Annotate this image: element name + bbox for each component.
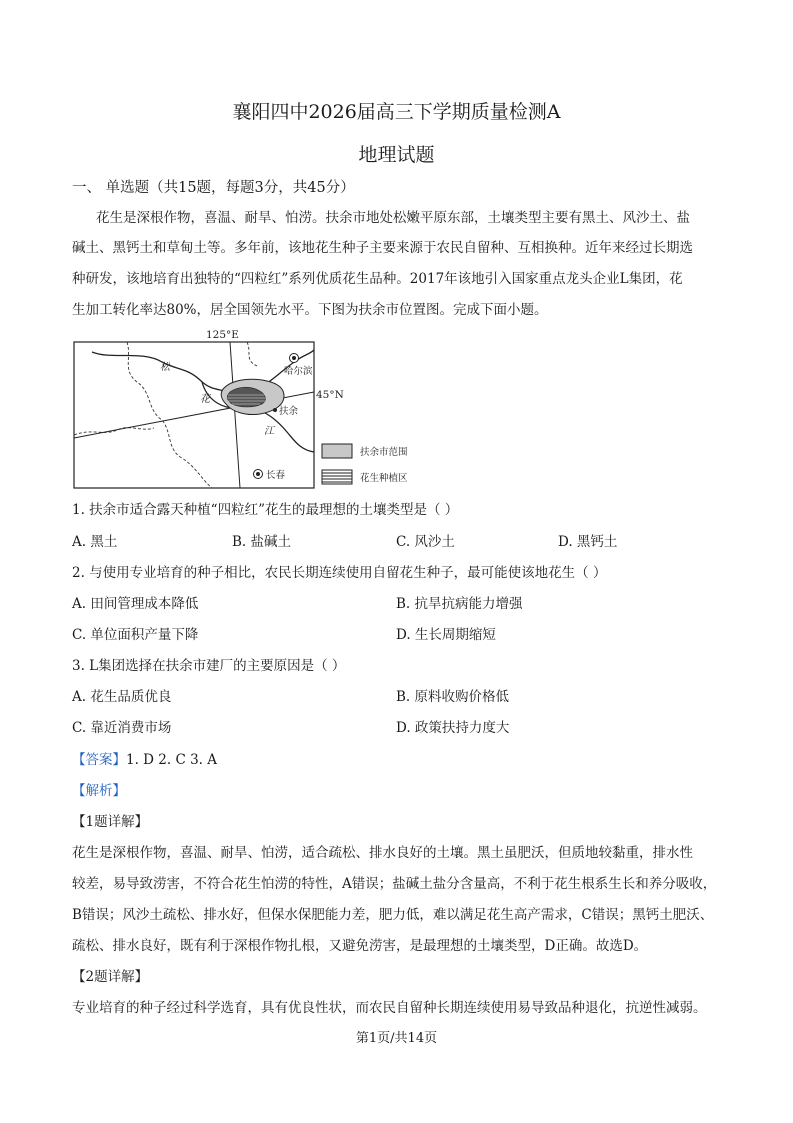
analysis-line xyxy=(72,781,722,801)
option-a[interactable]: A. 田间管理成本降低 xyxy=(72,596,199,612)
changchun-label: 长春 xyxy=(266,470,286,481)
question-stem: 3. L集团选择在扶余市建厂的主要原因是（ ） xyxy=(72,658,346,674)
detail-line: 疏松、排水良好，既有利于深根作物扎根，又避免涝害，是最理想的土壤类型，D正确。故选D。 xyxy=(72,938,648,954)
river-char-song: 松 xyxy=(160,362,170,373)
option-d[interactable]: D. 黑钙土 xyxy=(558,534,618,550)
intro-line: 花生是深根作物，喜温、耐旱、怕涝。扶余市地处松嫩平原东部，土壤类型主要有黑土、风沙土、盐 xyxy=(96,210,690,226)
legend-peanut-label: 花生种植区 xyxy=(360,473,408,484)
option-c[interactable]: C. 单位面积产量下降 xyxy=(72,627,199,643)
option-a[interactable]: A. 花生品质优良 xyxy=(72,689,172,705)
question-stem: 1. 扶余市适合露天种植“四粒红”花生的最理想的土壤类型是（ ） xyxy=(72,502,459,518)
option-c[interactable]: C. 风沙土 xyxy=(396,534,455,550)
longitude-label: 125°E xyxy=(206,329,239,341)
legend-range-label: 扶余市范围 xyxy=(360,447,408,458)
detail-line: 专业培育的种子经过科学选育，具有优良性状，而农民自留种长期连续使用易导致品种退化，抗逆性减弱。 xyxy=(72,1000,707,1016)
river-char-hua: 花 xyxy=(200,394,210,405)
page-footer: 第1页/共14页 xyxy=(355,1031,438,1046)
latitude-label: 45°N xyxy=(316,389,344,401)
river-char-jiang: 江 xyxy=(264,426,274,437)
subject-title: 地理试题 xyxy=(358,144,435,166)
fuyu-label: 扶余 xyxy=(279,406,299,417)
detail-line: B错误；风沙土疏松、排水好，但保水保肥能力差，肥力低，难以满足花生高产需求，C错误；黑钙土肥沃、 xyxy=(72,907,714,923)
harbin-label: 哈尔滨 xyxy=(284,366,313,377)
fuyu-location-map xyxy=(72,329,492,490)
detail-heading: 【1题详解】 xyxy=(72,814,149,830)
option-b[interactable]: B. 盐碱土 xyxy=(232,534,292,550)
option-b[interactable]: B. 原料收购价格低 xyxy=(396,689,510,705)
exam-title: 襄阳四中2026届高三下学期质量检测A xyxy=(232,101,561,123)
detail-heading: 【2题详解】 xyxy=(72,969,149,985)
analysis-tag: 【解析】 xyxy=(72,783,126,799)
fuyu-marker xyxy=(273,408,277,412)
answer-text: 1. D 2. C 3. A xyxy=(126,752,217,768)
detail-line: 较差，易导致涝害，不符合花生怕涝的特性，A错误；盐碱土盐分含量高，不利于花生根系生长和养分吸收， xyxy=(72,876,717,892)
option-b[interactable]: B. 抗旱抗病能力增强 xyxy=(396,596,523,612)
option-d[interactable]: D. 政策扶持力度大 xyxy=(396,720,510,736)
option-d[interactable]: D. 生长周期缩短 xyxy=(396,627,496,643)
legend-range-swatch xyxy=(322,444,352,458)
intro-line: 种研发，该地培育出独特的“四粒红”系列优质花生品种。2017年该地引入国家重点龙头企业L集团，花 xyxy=(72,271,683,287)
option-a[interactable]: A. 黑土 xyxy=(72,534,118,550)
detail-line: 花生是深根作物，喜温、耐旱、怕涝，适合疏松、排水良好的土壤。黑土虽肥沃，但质地较黏重，排水性 xyxy=(72,845,693,861)
question-stem: 2. 与使用专业培育的种子相比，农民长期连续使用自留花生种子，最可能使该地花生（ ） xyxy=(72,565,607,581)
intro-line: 生加工转化率达80%，居全国领先水平。下图为扶余市位置图。完成下面小题。 xyxy=(72,302,548,318)
intro-line: 碱土、黑钙土和草甸土等。多年前，该地花生种子主要来源于农民自留种、互相换种。近年来经过长期选 xyxy=(72,240,693,256)
section-heading: 一、 单选题（共15题，每题3分，共45分） xyxy=(72,180,355,196)
option-c[interactable]: C. 靠近消费市场 xyxy=(72,720,172,736)
answer-line xyxy=(72,750,722,770)
answer-tag: 【答案】 xyxy=(72,752,126,768)
